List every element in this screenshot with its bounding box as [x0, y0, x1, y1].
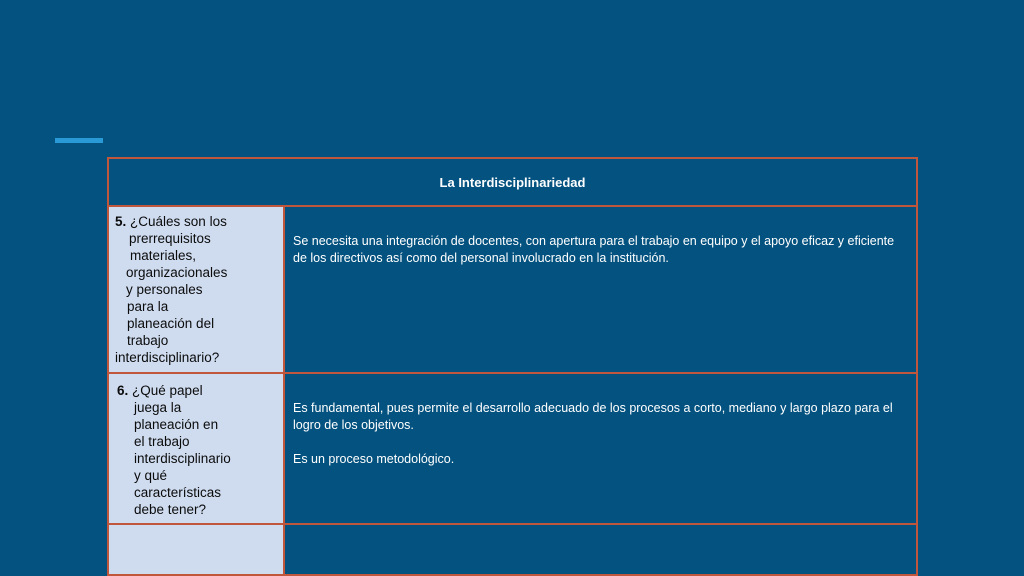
question-line: y personales: [126, 282, 203, 297]
question-line: planeación en: [134, 417, 219, 432]
empty-question-cell: [107, 523, 285, 576]
question-line: materiales,: [130, 248, 197, 263]
answer-text: Se necesita una integración de docentes, con apertura para el trabajo en equipo y el apoyo eficaz y eficiente de los directivos así como del personal involucrado en la institución.: [293, 234, 895, 265]
answer-cell-5: [283, 205, 918, 374]
question-number: 5.: [115, 214, 127, 229]
question-line: debe tener?: [134, 502, 207, 517]
question-line: trabajo: [127, 333, 169, 348]
question-line: 5. ¿Cuáles son los: [115, 214, 227, 229]
answer-text: Es fundamental, pues permite el desarrollo adecuado de los procesos a corto, mediano y largo plazo para el logro de los objetivos.: [293, 401, 893, 432]
question-number: 6.: [117, 383, 129, 398]
answer-text: Es un proceso metodológico.: [293, 452, 455, 466]
content-table: [107, 157, 918, 576]
question-line: características: [134, 485, 222, 500]
question-line: para la: [127, 299, 169, 314]
accent-bar: [55, 138, 103, 143]
question-line: 6. ¿Qué papel: [117, 383, 203, 398]
empty-answer-cell: [283, 523, 918, 576]
question-line: prerrequisitos: [129, 231, 211, 246]
answer-cell-6: [283, 372, 918, 525]
question-cell-5: [107, 205, 285, 374]
question-line: juega la: [134, 400, 182, 415]
question-cell-6: [107, 372, 285, 525]
table-title: La Interdisciplinariedad: [107, 157, 918, 207]
question-line: interdisciplinario?: [115, 350, 220, 365]
question-line: organizacionales: [126, 265, 228, 280]
question-line: el trabajo: [134, 434, 190, 449]
question-line: planeación del: [127, 316, 215, 331]
question-line: interdisciplinario: [134, 451, 231, 466]
question-line: y qué: [134, 468, 168, 483]
